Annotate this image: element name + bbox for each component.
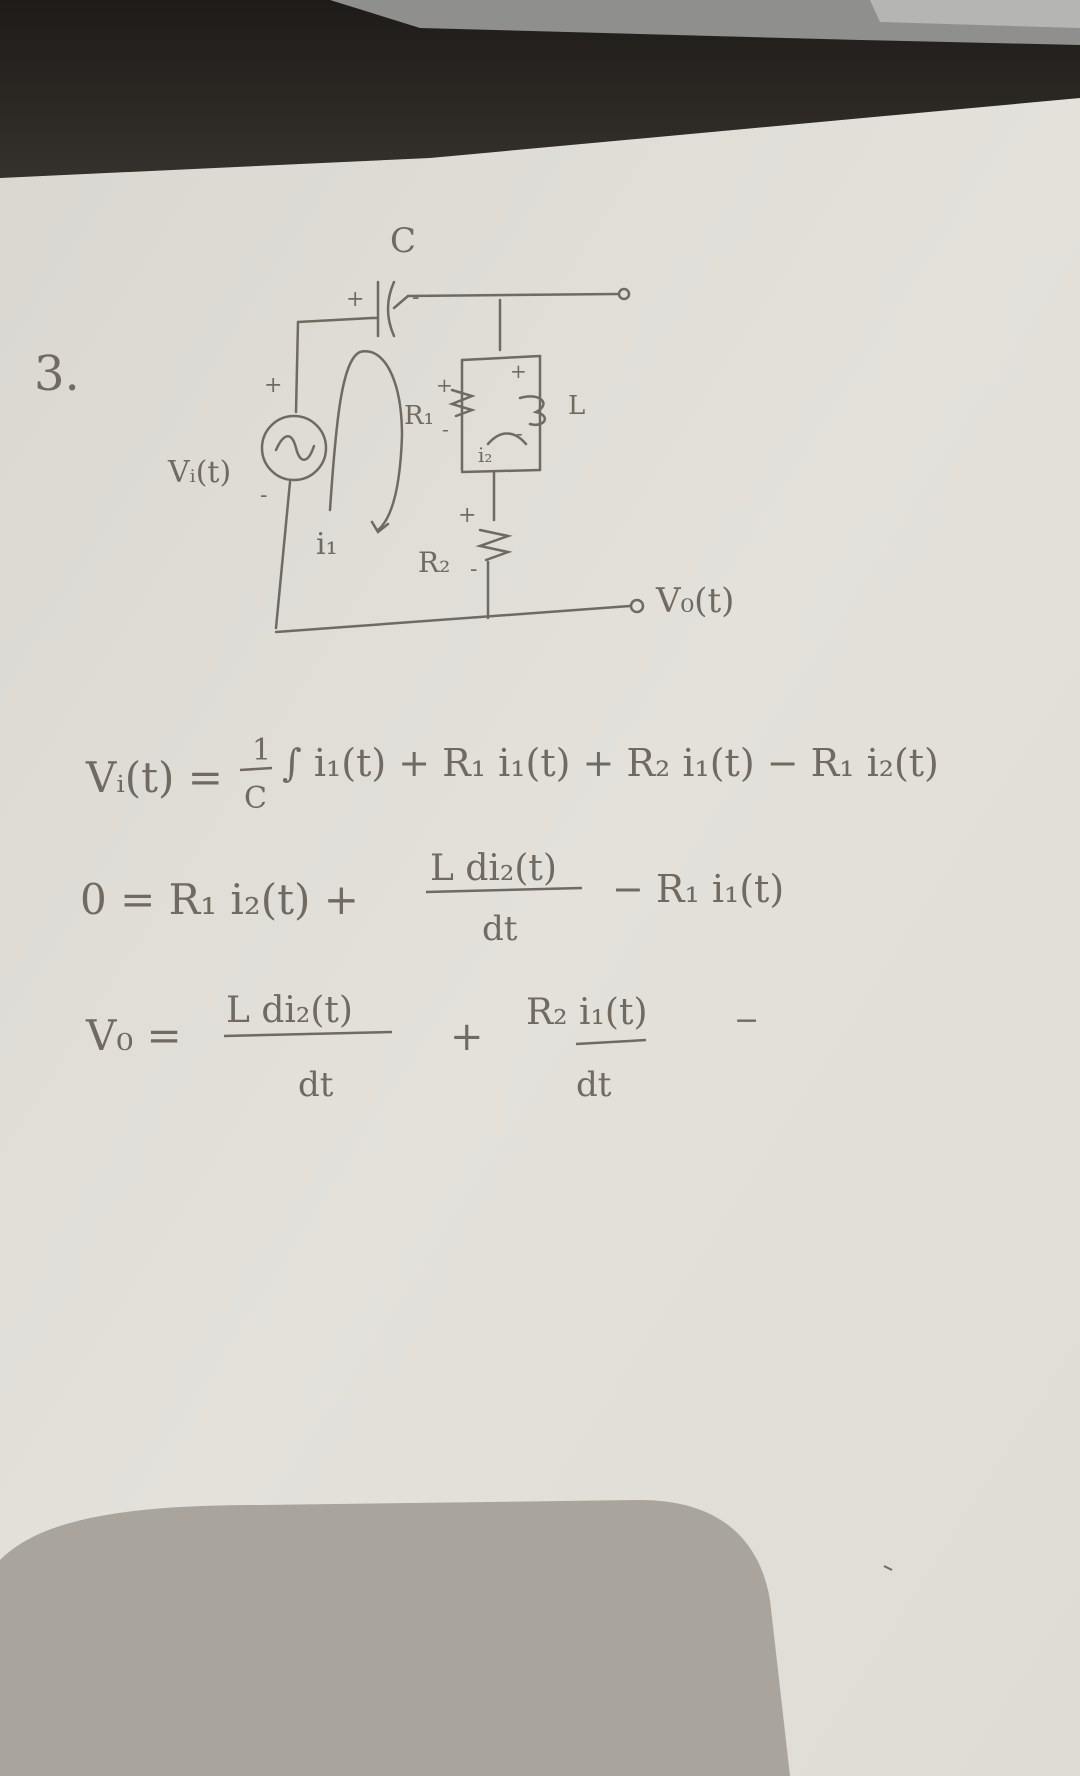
r1-minus: -: [442, 417, 449, 441]
r2-minus: -: [470, 557, 478, 582]
hand-shadow: [0, 1500, 790, 1776]
r1-plus: +: [436, 373, 453, 397]
l-minus: -: [516, 421, 523, 445]
r2-label: R₂: [418, 546, 451, 579]
eq3-trail: −: [734, 1003, 760, 1038]
r2-plus: +: [458, 503, 477, 528]
eq2-rhs: − R₁ i₁(t): [612, 867, 785, 911]
problem-number: 3.: [34, 346, 80, 402]
eq2-frac-den: dt: [482, 909, 518, 949]
eq3-frac1-den: dt: [298, 1065, 334, 1105]
eq1-rhs: ∫ i₁(t) + R₁ i₁(t) + R₂ i₁(t) − R₁ i₂(t): [282, 741, 939, 785]
eq3-frac1-num: L di₂(t): [226, 990, 353, 1031]
eq3-term2-den: dt: [576, 1065, 612, 1105]
r1-label: R₁: [404, 401, 434, 431]
i2-label: i₂: [478, 443, 493, 467]
i1-label: i₁: [316, 527, 338, 562]
output-label: V₀(t): [656, 581, 735, 621]
l-label: L: [568, 391, 586, 421]
l-plus: +: [510, 359, 527, 383]
eq1-lhs: Vᵢ(t) =: [86, 753, 223, 802]
eq2-frac-num: L di₂(t): [430, 848, 557, 889]
cap-minus: -: [412, 285, 420, 310]
eq1-frac-num: 1: [252, 733, 272, 768]
source-plus: +: [264, 373, 283, 398]
source-minus: -: [260, 483, 268, 508]
eq2-lhs: 0 = R₁ i₂(t) +: [80, 875, 359, 924]
eq3-plus: +: [450, 1014, 484, 1060]
capacitor-label: C: [390, 221, 417, 261]
eq3-lhs: V₀ =: [86, 1011, 182, 1060]
eq1-frac-den: C: [244, 781, 267, 816]
cap-plus: +: [346, 287, 365, 312]
source-label: Vᵢ(t): [168, 455, 232, 490]
eq3-term2-num: R₂ i₁(t): [526, 992, 648, 1033]
